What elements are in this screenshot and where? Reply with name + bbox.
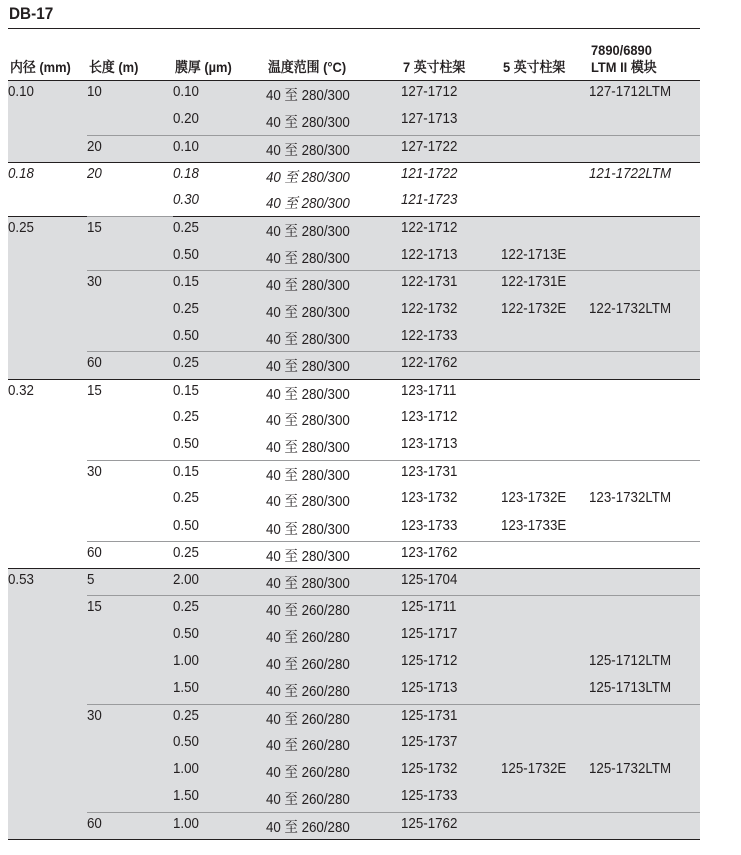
table-row <box>8 271 700 298</box>
cell-film-thickness-text: 0.10 <box>173 84 199 100</box>
cell-temperature-range <box>266 460 401 487</box>
cell-temperature-range <box>266 542 401 569</box>
cell-temperature-range-text: 40 至 280/300 <box>266 467 350 484</box>
cell-temperature-range-text: 40 至 260/280 <box>266 711 350 728</box>
cell-ltm-part <box>589 162 700 189</box>
cell-length <box>87 704 173 812</box>
cell-ltm-part-text: 125-1713LTM <box>589 680 672 697</box>
table-row <box>8 352 700 379</box>
cell-5-inch-part-text: 122-1713E <box>501 246 567 263</box>
cell-inner-diameter-text: 0.53 <box>8 572 34 589</box>
cell-5-inch-part <box>501 515 589 542</box>
cell-temperature-range-text: 40 至 280/300 <box>266 359 350 376</box>
cell-7-inch-part <box>401 135 501 162</box>
cell-5-inch-part <box>501 108 589 135</box>
cell-7-inch-part <box>401 325 501 352</box>
cell-temperature-range-text: 40 至 260/280 <box>266 684 350 701</box>
cell-film-thickness-text: 0.15 <box>173 274 199 291</box>
cell-7-inch-part <box>401 81 501 108</box>
cell-ltm-part <box>589 81 700 108</box>
table-row <box>8 542 700 569</box>
cell-film-thickness <box>173 162 266 189</box>
cell-temperature-range-text: 40 至 280/300 <box>266 521 350 538</box>
cell-5-inch-part <box>501 298 589 325</box>
cell-7-inch-part-text: 122-1712 <box>401 219 458 236</box>
cell-film-thickness <box>173 623 266 650</box>
cell-temperature-range <box>266 515 401 542</box>
cell-inner-diameter-text: 0.10 <box>8 84 34 100</box>
cell-ltm-part <box>589 244 700 271</box>
cell-length-text: 30 <box>87 707 102 724</box>
cell-7-inch-part <box>401 162 501 189</box>
cell-7-inch-part <box>401 108 501 135</box>
cell-ltm-part <box>589 271 700 298</box>
cell-ltm-part <box>589 623 700 650</box>
cell-temperature-range-text: 40 至 260/280 <box>266 820 350 837</box>
table-row <box>8 569 700 596</box>
cell-length <box>87 271 173 352</box>
cell-film-thickness-text: 1.00 <box>173 816 199 833</box>
cell-temperature-range <box>266 596 401 623</box>
cell-ltm-part <box>589 487 700 514</box>
cell-film-thickness <box>173 460 266 487</box>
cell-temperature-range <box>266 569 401 596</box>
cell-7-inch-part-text: 125-1704 <box>401 572 458 589</box>
cell-ltm-part <box>589 704 700 731</box>
cell-temperature-range <box>266 813 401 840</box>
cell-film-thickness-text: 0.10 <box>173 138 199 155</box>
cell-film-thickness <box>173 216 266 243</box>
cell-temperature-range-text: 40 至 280/300 <box>266 304 350 321</box>
cell-ltm-part-text: 121-1722LTM <box>589 165 672 182</box>
cell-5-inch-part <box>501 81 589 108</box>
cell-5-inch-part-text: 123-1732E <box>501 490 567 507</box>
cell-5-inch-part <box>501 596 589 623</box>
cell-ltm-part-text: 123-1732LTM <box>589 490 672 507</box>
cell-length-text: 15 <box>87 599 102 616</box>
cell-temperature-range <box>266 650 401 677</box>
cell-7-inch-part-text: 125-1733 <box>401 788 458 805</box>
cell-7-inch-part-text: 125-1762 <box>401 816 458 833</box>
cell-7-inch-part <box>401 352 501 379</box>
cell-film-thickness <box>173 189 266 216</box>
cell-ltm-part <box>589 216 700 243</box>
cell-ltm-part-text: 127-1712LTM <box>589 84 672 100</box>
table-row <box>8 596 700 623</box>
cell-temperature-range <box>266 433 401 460</box>
table-row <box>8 704 700 731</box>
cell-temperature-range-text: 40 至 260/280 <box>266 738 350 755</box>
cell-5-inch-part <box>501 704 589 731</box>
cell-7-inch-part <box>401 542 501 569</box>
cell-length-text: 60 <box>87 816 102 833</box>
cell-film-thickness-text: 0.25 <box>173 707 199 724</box>
cell-7-inch-part-text: 123-1733 <box>401 517 458 534</box>
cell-length <box>87 135 173 162</box>
cell-film-thickness-text: 1.00 <box>173 761 199 778</box>
cell-film-thickness <box>173 135 266 162</box>
cell-temperature-range <box>266 487 401 514</box>
table-row <box>8 135 700 162</box>
cell-ltm-part <box>589 596 700 623</box>
cell-film-thickness <box>173 731 266 758</box>
cell-film-thickness-text: 0.15 <box>173 463 199 480</box>
cell-film-thickness-text: 0.50 <box>173 436 199 453</box>
cell-film-thickness-text: 0.25 <box>173 545 199 562</box>
cell-inner-diameter-text: 0.32 <box>8 382 34 399</box>
cell-length-text: 60 <box>87 355 102 372</box>
cell-temperature-range-text: 40 至 280/300 <box>266 88 350 104</box>
cell-7-inch-part-text: 125-1732 <box>401 761 458 778</box>
table-row <box>8 81 700 108</box>
cell-7-inch-part-text: 123-1711 <box>401 382 457 399</box>
cell-ltm-part <box>589 352 700 379</box>
cell-film-thickness <box>173 758 266 785</box>
cell-7-inch-part-text: 123-1731 <box>401 463 458 480</box>
cell-7-inch-part <box>401 623 501 650</box>
top-rule <box>8 28 700 29</box>
cell-7-inch-part <box>401 406 501 433</box>
cell-ltm-part <box>589 650 700 677</box>
cell-7-inch-part-text: 122-1762 <box>401 355 458 372</box>
header-film-thickness: 膜厚 (µm) <box>175 59 232 75</box>
table-header <box>8 30 700 80</box>
cell-5-inch-part <box>501 623 589 650</box>
cell-ltm-part-text: 125-1732LTM <box>589 761 672 778</box>
cell-7-inch-part-text: 125-1712 <box>401 652 458 669</box>
cell-7-inch-part <box>401 758 501 785</box>
cell-film-thickness <box>173 406 266 433</box>
cell-7-inch-part <box>401 379 501 406</box>
header-ltm-line2: LTM II 模块 <box>591 59 657 75</box>
cell-5-inch-part <box>501 352 589 379</box>
cell-temperature-range-text: 40 至 280/300 <box>266 331 350 348</box>
cell-length-text: 15 <box>87 382 102 399</box>
cell-film-thickness <box>173 596 266 623</box>
cell-film-thickness <box>173 433 266 460</box>
cell-film-thickness <box>173 677 266 704</box>
cell-temperature-range-text: 40 至 280/300 <box>266 196 350 213</box>
cell-length-text: 5 <box>87 572 95 589</box>
cell-film-thickness <box>173 81 266 108</box>
cell-5-inch-part <box>501 135 589 162</box>
cell-ltm-part <box>589 813 700 840</box>
cell-5-inch-part <box>501 677 589 704</box>
table-body <box>8 81 700 840</box>
cell-length <box>87 460 173 541</box>
cell-7-inch-part <box>401 569 501 596</box>
cell-7-inch-part-text: 123-1762 <box>401 545 458 562</box>
cell-temperature-range <box>266 271 401 298</box>
cell-7-inch-part-text: 127-1713 <box>401 111 458 128</box>
cell-temperature-range <box>266 244 401 271</box>
cell-5-inch-part <box>501 569 589 596</box>
cell-7-inch-part-text: 123-1712 <box>401 409 458 426</box>
cell-film-thickness-text: 0.50 <box>173 734 199 751</box>
cell-temperature-range-text: 40 至 280/300 <box>266 549 350 566</box>
cell-length <box>87 216 173 270</box>
cell-temperature-range <box>266 379 401 406</box>
cell-film-thickness <box>173 108 266 135</box>
cell-film-thickness <box>173 704 266 731</box>
cell-temperature-range-text: 40 至 280/300 <box>266 576 350 593</box>
cell-film-thickness <box>173 325 266 352</box>
cell-5-inch-part-text: 125-1732E <box>501 761 567 778</box>
cell-7-inch-part-text: 121-1722 <box>401 165 458 182</box>
cell-temperature-range <box>266 758 401 785</box>
cell-7-inch-part-text: 125-1717 <box>401 625 458 642</box>
cell-temperature-range <box>266 785 401 812</box>
cell-inner-diameter-text: 0.25 <box>8 219 34 236</box>
cell-film-thickness-text: 0.25 <box>173 300 199 317</box>
cell-7-inch-part <box>401 216 501 243</box>
cell-ltm-part <box>589 325 700 352</box>
cell-7-inch-part <box>401 487 501 514</box>
cell-ltm-part <box>589 731 700 758</box>
cell-film-thickness-text: 0.20 <box>173 111 199 128</box>
cell-7-inch-part <box>401 677 501 704</box>
cell-length <box>87 352 173 379</box>
table-row <box>8 379 700 406</box>
table-row <box>8 813 700 840</box>
cell-7-inch-part <box>401 650 501 677</box>
cell-7-inch-part-text: 125-1711 <box>401 599 457 616</box>
cell-5-inch-part <box>501 731 589 758</box>
cell-film-thickness-text: 0.30 <box>173 192 199 209</box>
header-5-inch-cage: 5 英寸柱架 <box>503 59 566 75</box>
cell-5-inch-part <box>501 785 589 812</box>
cell-length <box>87 569 173 596</box>
cell-film-thickness-text: 0.50 <box>173 246 199 263</box>
cell-temperature-range-text: 40 至 280/300 <box>266 440 350 457</box>
cell-temperature-range <box>266 108 401 135</box>
cell-film-thickness <box>173 379 266 406</box>
table-row <box>8 460 700 487</box>
cell-temperature-range-text: 40 至 260/280 <box>266 792 350 809</box>
cell-7-inch-part-text: 125-1713 <box>401 680 458 697</box>
header-length: 长度 (m) <box>89 59 139 75</box>
db17-column-table <box>8 81 700 840</box>
cell-film-thickness <box>173 569 266 596</box>
cell-5-inch-part <box>501 271 589 298</box>
cell-7-inch-part <box>401 244 501 271</box>
cell-temperature-range <box>266 216 401 243</box>
cell-ltm-part <box>589 569 700 596</box>
cell-5-inch-part <box>501 162 589 189</box>
cell-5-inch-part <box>501 406 589 433</box>
cell-film-thickness <box>173 352 266 379</box>
cell-film-thickness <box>173 650 266 677</box>
cell-ltm-part <box>589 189 700 216</box>
cell-temperature-range-text: 40 至 280/300 <box>266 115 350 132</box>
cell-film-thickness-text: 0.25 <box>173 409 199 426</box>
cell-temperature-range-text: 40 至 260/280 <box>266 765 350 782</box>
cell-length-text: 30 <box>87 463 102 480</box>
cell-film-thickness <box>173 542 266 569</box>
cell-film-thickness-text: 0.25 <box>173 490 199 507</box>
cell-temperature-range-text: 40 至 280/300 <box>266 386 350 403</box>
cell-5-inch-part <box>501 758 589 785</box>
cell-film-thickness <box>173 271 266 298</box>
cell-film-thickness-text: 0.50 <box>173 517 199 534</box>
cell-film-thickness-text: 0.18 <box>173 165 199 182</box>
cell-length <box>87 596 173 704</box>
cell-5-inch-part <box>501 460 589 487</box>
table-row <box>8 162 700 189</box>
cell-7-inch-part <box>401 515 501 542</box>
cell-ltm-part <box>589 515 700 542</box>
cell-temperature-range <box>266 704 401 731</box>
cell-length-text: 60 <box>87 545 102 562</box>
cell-7-inch-part-text: 127-1722 <box>401 138 458 155</box>
cell-film-thickness <box>173 515 266 542</box>
cell-7-inch-part-text: 125-1731 <box>401 707 458 724</box>
cell-temperature-range-text: 40 至 280/300 <box>266 142 350 159</box>
cell-7-inch-part <box>401 460 501 487</box>
cell-temperature-range-text: 40 至 260/280 <box>266 603 350 620</box>
cell-temperature-range-text: 40 至 260/280 <box>266 656 350 673</box>
cell-film-thickness-text: 0.50 <box>173 625 199 642</box>
cell-7-inch-part <box>401 189 501 216</box>
header-inner-diameter: 内径 (mm) <box>10 59 71 75</box>
cell-5-inch-part <box>501 542 589 569</box>
cell-7-inch-part-text: 122-1713 <box>401 246 458 263</box>
cell-film-thickness-text: 0.50 <box>173 327 199 344</box>
cell-length <box>87 542 173 569</box>
cell-ltm-part <box>589 379 700 406</box>
cell-temperature-range-text: 40 至 280/300 <box>266 494 350 511</box>
cell-5-inch-part-text: 122-1731E <box>501 274 567 291</box>
cell-film-thickness-text: 0.25 <box>173 599 199 616</box>
cell-5-inch-part <box>501 244 589 271</box>
cell-inner-diameter <box>8 216 87 379</box>
cell-5-inch-part <box>501 813 589 840</box>
cell-length <box>87 813 173 840</box>
cell-7-inch-part-text: 121-1723 <box>401 192 458 209</box>
cell-temperature-range <box>266 677 401 704</box>
cell-film-thickness-text: 1.00 <box>173 652 199 669</box>
cell-ltm-part <box>589 108 700 135</box>
header-temperature-range: 温度范围 (°C) <box>268 59 347 75</box>
cell-length-text: 20 <box>87 138 102 155</box>
cell-5-inch-part <box>501 325 589 352</box>
cell-ltm-part <box>589 785 700 812</box>
cell-5-inch-part <box>501 189 589 216</box>
cell-5-inch-part-text: 122-1732E <box>501 300 567 317</box>
cell-ltm-part <box>589 433 700 460</box>
cell-film-thickness <box>173 785 266 812</box>
cell-inner-diameter-text: 0.18 <box>8 165 34 182</box>
cell-temperature-range <box>266 352 401 379</box>
cell-ltm-part-text: 125-1712LTM <box>589 652 672 669</box>
cell-ltm-part <box>589 135 700 162</box>
cell-temperature-range-text: 40 至 280/300 <box>266 413 350 430</box>
cell-inner-diameter <box>8 81 87 162</box>
cell-film-thickness-text: 0.25 <box>173 355 199 372</box>
cell-film-thickness-text: 2.00 <box>173 572 199 589</box>
cell-temperature-range-text: 40 至 280/300 <box>266 250 350 267</box>
cell-length <box>87 81 173 135</box>
cell-temperature-range <box>266 623 401 650</box>
cell-ltm-part-text: 122-1732LTM <box>589 300 672 317</box>
cell-film-thickness <box>173 487 266 514</box>
cell-5-inch-part <box>501 379 589 406</box>
cell-film-thickness-text: 0.15 <box>173 382 199 399</box>
cell-7-inch-part <box>401 271 501 298</box>
header-7-inch-cage: 7 英寸柱架 <box>403 59 466 75</box>
cell-5-inch-part <box>501 433 589 460</box>
cell-temperature-range <box>266 162 401 189</box>
cell-7-inch-part <box>401 785 501 812</box>
cell-length-text: 10 <box>87 84 102 100</box>
cell-film-thickness <box>173 813 266 840</box>
cell-film-thickness-text: 0.25 <box>173 219 199 236</box>
cell-7-inch-part <box>401 596 501 623</box>
cell-7-inch-part-text: 122-1731 <box>401 274 458 291</box>
cell-inner-diameter <box>8 162 87 216</box>
cell-film-thickness-text: 1.50 <box>173 680 199 697</box>
cell-temperature-range <box>266 81 401 108</box>
cell-temperature-range <box>266 325 401 352</box>
cell-7-inch-part <box>401 298 501 325</box>
cell-7-inch-part <box>401 433 501 460</box>
cell-temperature-range-text: 40 至 280/300 <box>266 278 350 295</box>
cell-ltm-part <box>589 758 700 785</box>
cell-ltm-part <box>589 298 700 325</box>
cell-ltm-part <box>589 406 700 433</box>
table-title: DB-17 <box>9 4 54 23</box>
cell-temperature-range-text: 40 至 280/300 <box>266 169 350 186</box>
cell-temperature-range-text: 40 至 280/300 <box>266 223 350 240</box>
cell-7-inch-part <box>401 731 501 758</box>
cell-temperature-range-text: 40 至 260/280 <box>266 629 350 646</box>
cell-ltm-part <box>589 677 700 704</box>
cell-7-inch-part <box>401 704 501 731</box>
cell-5-inch-part <box>501 487 589 514</box>
cell-temperature-range <box>266 298 401 325</box>
cell-ltm-part <box>589 542 700 569</box>
cell-temperature-range <box>266 406 401 433</box>
cell-length-text: 30 <box>87 274 102 291</box>
cell-7-inch-part-text: 125-1737 <box>401 734 458 751</box>
cell-length-text: 20 <box>87 165 102 182</box>
cell-7-inch-part-text: 127-1712 <box>401 84 458 100</box>
cell-5-inch-part <box>501 650 589 677</box>
cell-7-inch-part-text: 123-1732 <box>401 490 458 507</box>
cell-length <box>87 162 173 216</box>
table-row <box>8 216 700 243</box>
cell-5-inch-part <box>501 216 589 243</box>
cell-film-thickness <box>173 244 266 271</box>
cell-ltm-part <box>589 460 700 487</box>
header-ltm-line1: 7890/6890 <box>591 42 652 58</box>
cell-7-inch-part-text: 122-1732 <box>401 300 458 317</box>
cell-inner-diameter <box>8 569 87 840</box>
cell-temperature-range <box>266 189 401 216</box>
cell-temperature-range <box>266 731 401 758</box>
cell-7-inch-part <box>401 813 501 840</box>
cell-inner-diameter <box>8 379 87 569</box>
cell-7-inch-part-text: 123-1713 <box>401 436 458 453</box>
cell-5-inch-part-text: 123-1733E <box>501 517 567 534</box>
cell-film-thickness <box>173 298 266 325</box>
cell-temperature-range <box>266 135 401 162</box>
cell-length <box>87 379 173 460</box>
cell-length-text: 15 <box>87 219 102 236</box>
cell-7-inch-part-text: 122-1733 <box>401 327 458 344</box>
cell-film-thickness-text: 1.50 <box>173 788 199 805</box>
